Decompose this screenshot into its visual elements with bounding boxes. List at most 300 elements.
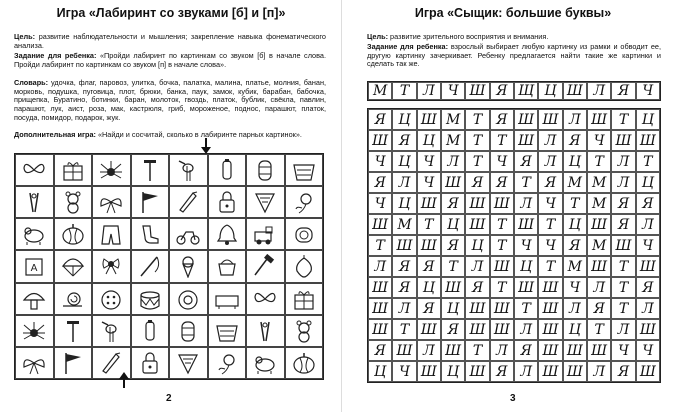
letter-cell[interactable]: Л [538, 151, 562, 172]
sample-letter-cell: Щ [514, 82, 538, 100]
fishing-rod-icon [98, 158, 124, 182]
flower-icon [60, 351, 86, 375]
letter-cell[interactable]: Ш [417, 361, 441, 382]
left-extra-label: Дополнительная игра: [14, 130, 96, 139]
letter-cell[interactable]: Ш [538, 109, 562, 130]
letter-cell[interactable]: Ц [392, 109, 416, 130]
letter-cell[interactable]: Я [441, 235, 465, 256]
letter-cell[interactable]: Я [611, 193, 635, 214]
butterfly-icon [137, 158, 163, 182]
left-vocab-text: удочка, флаг, паровоз, улитка, бочка, палатка, малина, платье, молния, банан, морковь, подушка, пуговица, плот, брюки, банка, паук, замок, кубик, барабан, бабочка, прищепка, Буратино, ботинки, баран, молоток, гвоздь, платок, бублик, свёкла, павлин, парашют, лук, аист, роза, мак, кастрюля, гриб, мороженое, поднос, парашют, платок, посуда, помидор, подарок, жук. [14, 78, 326, 122]
end-arrow-icon [118, 372, 130, 388]
left-task-text: «Пройди лабиринт по картинкам со звуком [б] в начале слова. Пройди лабиринт по картинкам со звуком [п] в начале слова». [14, 51, 326, 69]
right-page-title: Игра «Сыщик: большие буквы» [414, 6, 612, 20]
letter-cell[interactable]: Л [514, 361, 538, 382]
letter-cell[interactable]: М [587, 193, 611, 214]
letter-cell[interactable]: Ш [538, 298, 562, 319]
tube-icon [137, 190, 163, 214]
letter-cell[interactable]: Ш [392, 340, 416, 361]
right-goal-text: развитие зрительного восприятия и внимания. [388, 32, 549, 41]
maze-cell [169, 186, 208, 218]
letter-cell[interactable]: Ш [490, 319, 514, 340]
letter-cell[interactable]: Т [465, 151, 489, 172]
letter-cell[interactable]: Ц [636, 109, 660, 130]
letter-cell[interactable]: Ч [417, 172, 441, 193]
letter-cell[interactable]: Л [563, 109, 587, 130]
snail-icon [98, 190, 124, 214]
right-task [367, 43, 661, 69]
left-goal-label: Цель: [14, 32, 36, 41]
right-page [342, 0, 684, 412]
left-extra-text: «Найди и сосчитай, сколько в лабиринте парных картинок». [95, 130, 302, 139]
maze-cell [92, 154, 131, 186]
clothespin-icon [60, 287, 86, 311]
right-task-label: Задание для ребенка: [367, 42, 449, 51]
letter-cell[interactable]: Я [465, 172, 489, 193]
maze-cell [54, 154, 93, 186]
train-icon [214, 158, 240, 182]
maze-cell [54, 283, 93, 315]
maze-cell [169, 315, 208, 347]
maze-cell [131, 315, 170, 347]
svg-text:A: A [30, 263, 38, 275]
scarf-icon [291, 287, 317, 311]
onion-icon [175, 319, 201, 343]
letter-cell[interactable]: Ш [465, 361, 489, 382]
letter-cell[interactable]: Л [587, 277, 611, 298]
letter-cell[interactable]: Ч [514, 235, 538, 256]
letter-cell[interactable]: Ш [417, 193, 441, 214]
flag-icon [175, 158, 201, 182]
letter-cell[interactable]: Ч [636, 340, 660, 361]
letter-cell[interactable]: Т [490, 277, 514, 298]
letter-cell[interactable]: Ш [587, 340, 611, 361]
maze-cell [208, 283, 247, 315]
left-vocab [14, 79, 326, 123]
letter-cell[interactable]: Л [611, 172, 635, 193]
letter-cell[interactable]: Ш [587, 109, 611, 130]
letter-cell[interactable]: Я [465, 277, 489, 298]
letter-cell[interactable]: Т [490, 130, 514, 151]
letter-cell[interactable]: Л [368, 256, 392, 277]
carrot-icon [60, 222, 86, 246]
banana-icon [291, 190, 317, 214]
lightning-icon [252, 190, 278, 214]
letter-cell[interactable]: Ш [465, 298, 489, 319]
letter-cell[interactable]: Т [587, 151, 611, 172]
ice-cream-icon [60, 190, 86, 214]
letter-cell[interactable]: Т [392, 319, 416, 340]
letter-cell[interactable]: Я [441, 319, 465, 340]
letter-cell[interactable]: Т [441, 256, 465, 277]
maze-cell [208, 347, 247, 379]
pumpkin-icon [21, 190, 47, 214]
letter-cell[interactable]: Т [563, 193, 587, 214]
letter-cell[interactable]: Т [465, 130, 489, 151]
letter-cell[interactable]: Ц [563, 319, 587, 340]
letter-cell[interactable]: Ч [368, 151, 392, 172]
right-goal [367, 33, 661, 42]
boot-icon [137, 287, 163, 311]
maze-cell [92, 218, 131, 250]
pot-icon [21, 254, 47, 278]
letter-cell[interactable]: Ч [368, 193, 392, 214]
maze-cell [92, 250, 131, 282]
letter-cell[interactable]: Л [417, 340, 441, 361]
letter-cell[interactable]: Ц [563, 214, 587, 235]
letter-cell[interactable]: Я [417, 256, 441, 277]
left-goal-text: развитие наблюдательности и мышления; закрепление навыка фонематического анализа. [14, 32, 326, 50]
sample-letter-cell: Л [417, 82, 441, 100]
sample-letter-cell: Я [490, 82, 514, 100]
maze-cell [15, 250, 54, 282]
motorcycle-icon [137, 319, 163, 343]
letter-cell[interactable]: Ш [587, 256, 611, 277]
left-task-label: Задание для ребенка: [14, 51, 97, 60]
left-goal [14, 33, 326, 50]
letter-cell[interactable]: Ш [465, 214, 489, 235]
maze-cell [285, 250, 324, 282]
letter-cell[interactable]: Ч [563, 277, 587, 298]
maze-cell [285, 347, 324, 379]
maze-cell [169, 218, 208, 250]
nail-icon [252, 287, 278, 311]
letter-cell[interactable]: Я [490, 109, 514, 130]
pillow-icon [98, 222, 124, 246]
letter-cell[interactable]: Ш [563, 340, 587, 361]
maze-cell [54, 347, 93, 379]
letter-cell[interactable]: Я [417, 298, 441, 319]
letter-cell[interactable]: Л [636, 298, 660, 319]
letter-cell[interactable]: М [587, 235, 611, 256]
letter-cell[interactable]: Ш [441, 277, 465, 298]
letter-cell[interactable]: Т [490, 214, 514, 235]
box-icon [291, 254, 317, 278]
hammer-icon [214, 287, 240, 311]
letter-cell[interactable]: Ш [368, 319, 392, 340]
maze-cell [246, 186, 285, 218]
cube-icon [137, 254, 163, 278]
maze-cell [54, 218, 93, 250]
maze-cell [131, 186, 170, 218]
letter-cell[interactable]: Ц [417, 130, 441, 151]
barrel-icon [291, 158, 317, 182]
letter-cell[interactable]: Я [514, 151, 538, 172]
letter-cell[interactable]: Т [611, 277, 635, 298]
letter-cell[interactable]: Т [417, 214, 441, 235]
letter-cell[interactable]: Т [490, 235, 514, 256]
letter-cell[interactable]: Л [538, 130, 562, 151]
letter-cell[interactable]: Ш [441, 172, 465, 193]
maze-cell [92, 315, 131, 347]
snail-icon [252, 158, 278, 182]
maze-cell [131, 250, 170, 282]
letter-cell[interactable]: Ш [514, 277, 538, 298]
maze-cell [169, 347, 208, 379]
maze-cell [208, 250, 247, 282]
raft-icon [175, 222, 201, 246]
letter-cell[interactable]: Л [611, 151, 635, 172]
clothespin-icon [252, 254, 278, 278]
sample-letter-row [367, 81, 661, 101]
letter-cell[interactable]: Л [514, 193, 538, 214]
letter-cell[interactable]: Ц [417, 277, 441, 298]
maze-cell [92, 186, 131, 218]
maze-cell [15, 283, 54, 315]
letter-cell[interactable]: Я [611, 361, 635, 382]
letter-cell[interactable]: Ш [611, 235, 635, 256]
maze-cell [169, 283, 208, 315]
letter-cell[interactable]: Я [587, 298, 611, 319]
maze-cell [15, 218, 54, 250]
maze-cell [246, 218, 285, 250]
letter-cell[interactable]: Т [587, 319, 611, 340]
left-task [14, 52, 326, 69]
letter-cell[interactable]: Ц [514, 256, 538, 277]
ice-cream-icon [252, 351, 278, 375]
letter-cell[interactable]: Л [392, 172, 416, 193]
letter-cell[interactable]: Я [636, 193, 660, 214]
maze-cell [169, 154, 208, 186]
poppy-icon [137, 351, 163, 375]
maze-cell [246, 347, 285, 379]
letter-cell[interactable]: Ш [636, 319, 660, 340]
letter-cell[interactable]: Л [514, 319, 538, 340]
lock-icon [98, 254, 124, 278]
letter-cell[interactable]: Т [465, 109, 489, 130]
letter-cell[interactable]: Т [368, 235, 392, 256]
letter-cell[interactable]: М [441, 130, 465, 151]
letter-cell[interactable]: Ш [465, 193, 489, 214]
letter-cell[interactable]: Ш [514, 130, 538, 151]
letter-cell[interactable]: Ш [368, 298, 392, 319]
sample-letter-cell: Ч [636, 82, 660, 100]
letter-cell[interactable]: Я [490, 172, 514, 193]
sample-letter-cell: Ш [465, 82, 489, 100]
letter-cell[interactable]: Я [611, 214, 635, 235]
letter-cell[interactable]: Л [465, 256, 489, 277]
letter-cell[interactable]: Ш [587, 214, 611, 235]
letter-cell[interactable]: Т [611, 298, 635, 319]
maze-cell [92, 283, 131, 315]
letter-cell[interactable]: Л [587, 361, 611, 382]
maze-cell [15, 347, 54, 379]
letter-cell[interactable]: Ц [563, 151, 587, 172]
letter-cell[interactable]: Я [538, 172, 562, 193]
dog-icon [60, 158, 86, 182]
start-arrow-icon [200, 138, 212, 154]
letter-cell[interactable]: Т [465, 340, 489, 361]
letter-cell[interactable]: Ц [636, 172, 660, 193]
maze-cell [131, 154, 170, 186]
letter-cell[interactable]: М [563, 172, 587, 193]
letter-cell[interactable]: Ш [611, 130, 635, 151]
maze-cell [285, 315, 324, 347]
maze-cell [208, 218, 247, 250]
parachute-icon [21, 319, 47, 343]
letter-cell[interactable]: Я [636, 277, 660, 298]
letter-cell[interactable]: Ш [538, 277, 562, 298]
teddy-bear-icon [98, 319, 124, 343]
letter-cell[interactable]: Ш [368, 130, 392, 151]
letter-cell[interactable]: Ш [417, 109, 441, 130]
letter-cell[interactable]: Я [441, 193, 465, 214]
letter-cell[interactable]: Л [490, 340, 514, 361]
letter-cell[interactable]: Ш [636, 256, 660, 277]
sample-letter-cell: Т [392, 82, 416, 100]
maze-cell [208, 186, 247, 218]
maze-grid [14, 153, 324, 380]
maze-cell [246, 154, 285, 186]
left-page-title: Игра «Лабиринт со звуками [б] и [п]» [56, 6, 286, 20]
letter-cell[interactable]: Ц [392, 151, 416, 172]
letter-cell[interactable]: Т [611, 109, 635, 130]
letter-cell[interactable]: Ц [441, 361, 465, 382]
maze-cell [54, 250, 93, 282]
poppy-icon [291, 319, 317, 343]
letter-cell[interactable]: Ш [368, 277, 392, 298]
maze-cell [15, 154, 54, 186]
sample-letter-cell: Ш [563, 82, 587, 100]
letter-cell[interactable]: Ш [538, 319, 562, 340]
letter-cell[interactable]: Я [368, 172, 392, 193]
letter-grid [367, 108, 661, 383]
letter-cell[interactable]: Ш [490, 193, 514, 214]
letter-cell[interactable]: Л [392, 298, 416, 319]
letter-cell[interactable]: Ц [465, 235, 489, 256]
letter-cell[interactable]: М [563, 256, 587, 277]
cat-icon [21, 287, 47, 311]
maze-cell [285, 186, 324, 218]
letter-cell[interactable]: Л [636, 214, 660, 235]
letter-cell[interactable]: Ц [441, 214, 465, 235]
letter-cell[interactable]: Ч [538, 235, 562, 256]
stork-icon [214, 319, 240, 343]
left-extra [14, 131, 326, 140]
button-icon [137, 222, 163, 246]
bagel-icon [60, 319, 86, 343]
maze-cell [246, 250, 285, 282]
butterfly-icon [214, 254, 240, 278]
letter-cell[interactable]: Ч [490, 151, 514, 172]
letter-cell[interactable]: Ц [368, 361, 392, 382]
maze-cell [15, 315, 54, 347]
bottle-icon [21, 158, 47, 182]
shirt-icon [214, 222, 240, 246]
letter-cell[interactable]: Ш [514, 109, 538, 130]
maze-cell [131, 218, 170, 250]
sample-letter-cell: Ц [538, 82, 562, 100]
tray-icon [21, 351, 47, 375]
bucket-icon [252, 222, 278, 246]
bell-icon [175, 351, 201, 375]
letter-cell[interactable]: Ш [417, 235, 441, 256]
letter-cell[interactable]: Ш [514, 214, 538, 235]
letter-cell[interactable]: Т [538, 214, 562, 235]
letter-cell[interactable]: Ш [368, 214, 392, 235]
letter-cell[interactable]: Ш [538, 361, 562, 382]
letter-cell[interactable]: М [441, 109, 465, 130]
letter-cell[interactable]: Я [368, 109, 392, 130]
letter-cell[interactable]: М [392, 214, 416, 235]
letter-cell[interactable]: Ч [392, 361, 416, 382]
letter-cell[interactable]: Я [392, 256, 416, 277]
left-page-number: 2 [166, 393, 172, 404]
maze-cell [54, 315, 93, 347]
drum-icon [175, 254, 201, 278]
letter-cell[interactable]: Ш [636, 361, 660, 382]
letter-cell[interactable]: Л [441, 151, 465, 172]
maze-cell [131, 283, 170, 315]
maze-cell [285, 154, 324, 186]
letter-cell[interactable]: Ш [417, 319, 441, 340]
buratino-icon [98, 287, 124, 311]
letter-cell[interactable]: Т [636, 151, 660, 172]
letter-cell[interactable]: Ш [563, 361, 587, 382]
maze-cell [285, 218, 324, 250]
letter-cell[interactable]: Т [538, 256, 562, 277]
letter-cell[interactable]: Я [392, 130, 416, 151]
letter-cell[interactable]: Я [392, 277, 416, 298]
right-page-number: 3 [510, 393, 516, 404]
letter-cell[interactable]: Ш [465, 319, 489, 340]
letter-cell[interactable]: Ч [611, 340, 635, 361]
raspberry-icon [175, 190, 201, 214]
maze-cell [246, 283, 285, 315]
right-task-text: взрослый выбирает любую картинку из рамки и обводит ее, другую картинку зачеркивает. Ребенку предлагается найти такие же картинки и сделать так же. [367, 42, 661, 69]
letter-cell[interactable]: Т [514, 298, 538, 319]
maze-cell [208, 315, 247, 347]
letter-cell[interactable]: Ц [392, 193, 416, 214]
letter-cell[interactable]: Ч [538, 193, 562, 214]
mushroom-icon [214, 351, 240, 375]
maze-cell [246, 315, 285, 347]
left-vocab-label: Словарь: [14, 78, 49, 87]
trousers-icon [291, 222, 317, 246]
letter-cell[interactable]: Я [563, 235, 587, 256]
maze-cell [169, 250, 208, 282]
letter-cell[interactable]: М [587, 172, 611, 193]
letter-cell[interactable]: Ш [490, 256, 514, 277]
sample-letter-cell: Ч [441, 82, 465, 100]
letter-cell[interactable]: Т [611, 256, 635, 277]
letter-cell[interactable]: Я [563, 130, 587, 151]
letter-cell[interactable]: Ш [636, 130, 660, 151]
rose-icon [252, 319, 278, 343]
letter-cell[interactable]: Ч [417, 151, 441, 172]
letter-cell[interactable]: Ш [392, 235, 416, 256]
letter-cell[interactable]: Т [514, 172, 538, 193]
letter-cell[interactable]: Я [368, 340, 392, 361]
letter-cell[interactable]: Я [514, 340, 538, 361]
pumpkin-icon [291, 351, 317, 375]
letter-cell[interactable]: Ш [538, 340, 562, 361]
letter-cell[interactable]: Ч [587, 130, 611, 151]
dress-icon [214, 190, 240, 214]
letter-cell[interactable]: Я [490, 361, 514, 382]
letter-cell[interactable]: Л [563, 298, 587, 319]
sample-letter-cell: Л [587, 82, 611, 100]
sample-letter-cell: М [368, 82, 392, 100]
letter-cell[interactable]: Л [611, 319, 635, 340]
letter-cell[interactable]: Ш [441, 340, 465, 361]
letter-cell[interactable]: Ц [441, 298, 465, 319]
letter-cell[interactable]: Ш [490, 298, 514, 319]
maze-cell [15, 186, 54, 218]
sample-letter-cell: Я [611, 82, 635, 100]
right-goal-label: Цель: [367, 32, 389, 41]
letter-cell[interactable]: Ч [636, 235, 660, 256]
